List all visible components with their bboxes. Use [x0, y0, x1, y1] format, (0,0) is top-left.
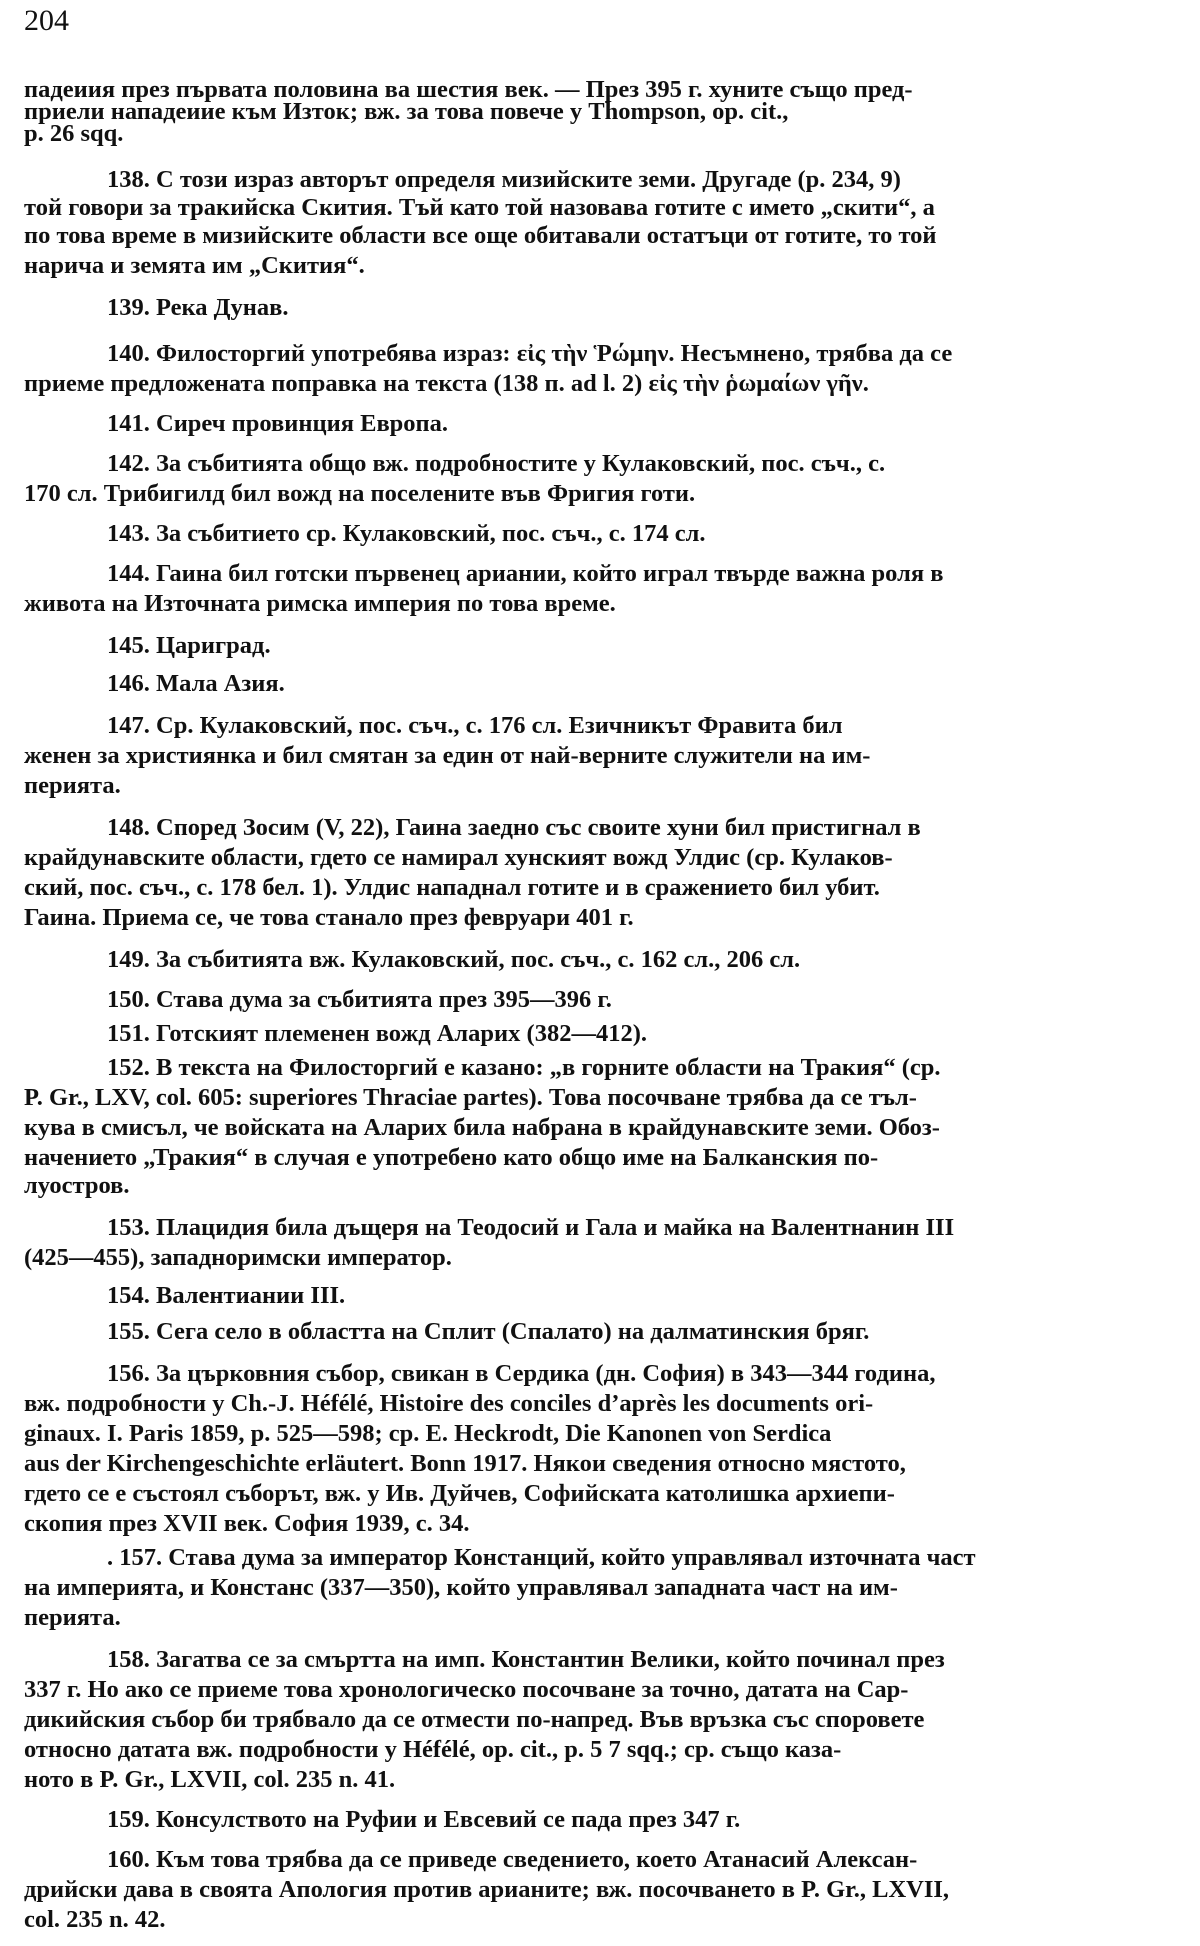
text-line: 138. С този израз авторът определя мизийските земи. Другаде (p. 234, 9)	[107, 166, 901, 193]
text-line: живота на Източната римска империя по това време.	[24, 590, 616, 617]
text-line: ginaux. I. Paris 1859, p. 525—598; ср. E. Heckrodt, Die Kanonen von Serdica	[24, 1420, 832, 1447]
text-line: 159. Консулството на Руфии и Евсевий се пада през 347 г.	[107, 1806, 741, 1833]
text-line: начението „Тракия“ в случая е употребено като общо име на Балканския по-	[24, 1144, 879, 1171]
text-line: 153. Плацидия била дъщеря на Теодосий и Гала и майка на Валентнанин III	[107, 1214, 955, 1241]
page-number: 204	[24, 4, 69, 37]
text-line: дикийския събор би трябвало да се отмести по-напред. Във връзка със споровете	[24, 1706, 925, 1733]
text-line: col. 235 n. 42.	[24, 1906, 166, 1933]
text-line: по това време в мизийските области все още обитавали остатъци от готите, то той	[24, 222, 937, 249]
text-line: на империята, и Констанс (337—350), който управлявал западната част на им-	[24, 1574, 898, 1601]
text-line: 147. Ср. Кулаковский, пос. съч., с. 176 сл. Езичникът Фравита бил	[107, 712, 843, 739]
text-line: 160. Към това трябва да се приведе сведението, което Атанасий Алексан-	[107, 1846, 918, 1873]
text-line: (425—455), западноримски император.	[24, 1244, 452, 1271]
text-line: 154. Валентиании III.	[107, 1282, 346, 1309]
text-line: вж. подробности у Ch.-J. Héfélé, Histoire des conciles d’après les documents ori-	[24, 1390, 874, 1417]
text-line: женен за християнка и бил смятан за един от най-верните служители на им-	[24, 742, 871, 769]
text-line: 337 г. Но ако се приеме това хронологическо посочване за точно, датата на Сар-	[24, 1676, 909, 1703]
text-line: 144. Гаина бил готски първенец ариании, който играл твърде важна роля в	[107, 560, 944, 587]
text-line: ното в P. Gr., LXVII, col. 235 n. 41.	[24, 1766, 396, 1793]
text-line: 170 сл. Трибигилд бил вожд на поселените във Фригия готи.	[24, 480, 696, 507]
text-line: 152. В текста на Филосторгий е казано: „в горните области на Тракия“ (ср.	[107, 1054, 941, 1081]
text-line: крайдунавските области, гдето се намирал хунският вожд Улдис (ср. Кулаков-	[24, 844, 893, 871]
text-line: кува в смисъл, че войската на Аларих била набрана в крайдунавските земи. Обоз-	[24, 1114, 940, 1141]
text-line: приеме предложената поправка на текста (138 п. ad l. 2) εἰς τὴν ῥωμαίων γῆν.	[24, 370, 869, 397]
text-line: дрийски дава в своята Апология против арианите; вж. посочването в P. Gr., LXVII,	[24, 1876, 950, 1903]
text-line: 155. Сега село в областта на Сплит (Спалато) на далматинския бряг.	[107, 1318, 870, 1345]
text-line: 141. Сиреч провинция Европа.	[107, 410, 449, 437]
text-line: ский, пос. съч., с. 178 бел. 1). Улдис нападнал готите и в сражението бил убит.	[24, 874, 880, 901]
text-line: aus der Kirchengeschichte erläutert. Bonn 1917. Някои сведения относно мястото,	[24, 1450, 906, 1477]
text-line: относно датата вж. подробности у Héfélé, op. cit., p. 5 7 sqq.; ср. също каза-	[24, 1736, 842, 1763]
text-line: Гаина. Приема се, че това станало през февруари 401 г.	[24, 904, 634, 931]
text-line: 158. Загатва се за смъртта на имп. Константин Велики, който починал през	[107, 1646, 945, 1673]
text-line: 146. Мала Азия.	[107, 670, 285, 697]
text-line: 150. Става дума за събитията през 395—396 г.	[107, 986, 612, 1013]
text-line: 140. Филосторгий употребява израз: εἰς τὴν Ῥώμην. Несъмнено, трябва да се	[107, 340, 953, 367]
text-line: 151. Готският племенен вожд Аларих (382—412).	[107, 1020, 647, 1047]
text-line: 139. Река Дунав.	[107, 294, 289, 321]
text-line: перията.	[24, 1604, 121, 1631]
text-line: гдето се е състоял съборът, вж. у Ив. Дуйчев, Софийската католишка архиепи-	[24, 1480, 895, 1507]
text-line: нарича и земята им „Скития“.	[24, 252, 365, 279]
text-line: падеиия през първата половина ва шестия век. — През 395 г. хуните също пред-	[24, 76, 913, 103]
text-line: луостров.	[24, 1172, 130, 1199]
text-line: p. 26 sqq.	[24, 120, 124, 147]
text-line: 142. За събитията общо вж. подробностите у Кулаковский, пос. съч., с.	[107, 450, 886, 477]
text-line: 149. За събитията вж. Кулаковский, пос. съч., с. 162 сл., 206 сл.	[107, 946, 801, 973]
text-line: 145. Цариград.	[107, 632, 271, 659]
text-line: приели нападеиие към Изток; вж. за това повече у Thompson, op. cit.,	[24, 98, 789, 125]
text-line: 143. За събитието ср. Кулаковский, пос. съч., с. 174 сл.	[107, 520, 706, 547]
text-line: перията.	[24, 772, 121, 799]
text-line: 156. За църковния събор, свикан в Сердика (дн. София) в 343—344 година,	[107, 1360, 936, 1387]
text-line: . 157. Става дума за император Констанций, който управлявал източната част	[107, 1544, 976, 1571]
text-line: P. Gr., LXV, col. 605: superiores Thraciae partes). Това посочване трябва да се тъл-	[24, 1084, 917, 1111]
text-line: той говори за тракийска Скития. Тъй като той назовава готите с името „скити“, а	[24, 194, 935, 221]
text-line: скопия през XVII век. София 1939, с. 34.	[24, 1510, 470, 1537]
text-line: 148. Според Зосим (V, 22), Гаина заедно със своите хуни бил пристигнал в	[107, 814, 921, 841]
